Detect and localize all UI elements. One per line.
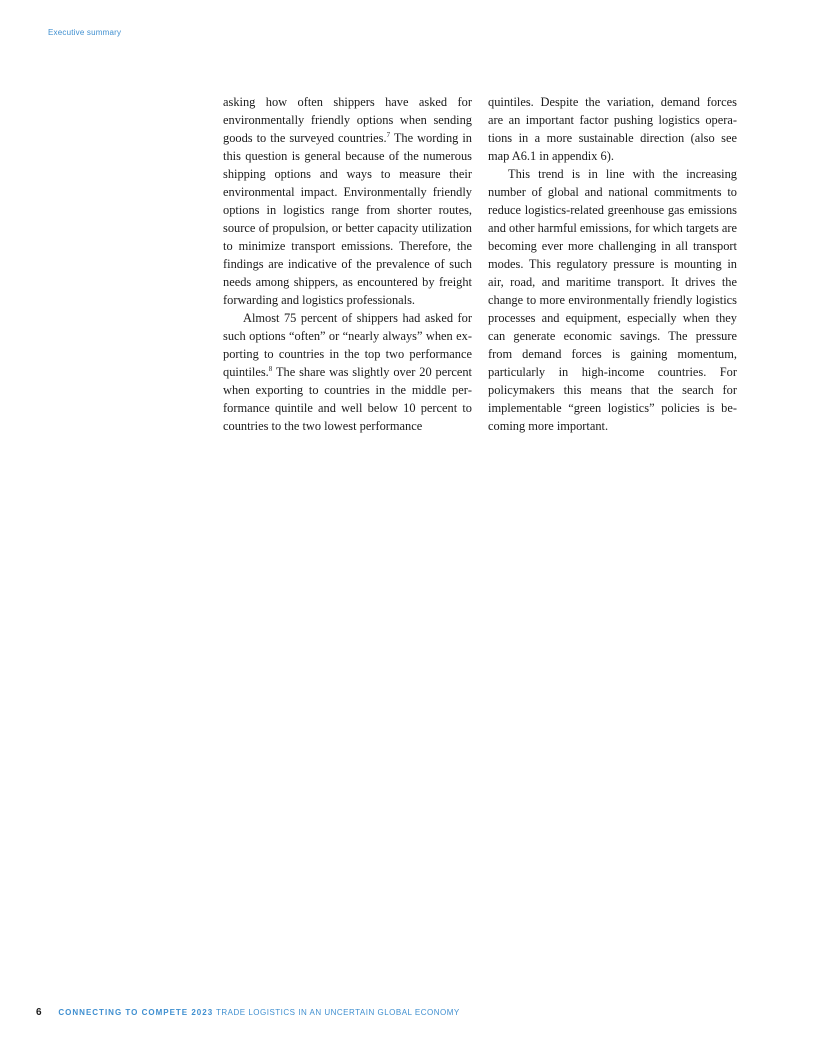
publication-title: CONNECTING TO COMPETE 2023 xyxy=(58,1008,214,1017)
page-number: 6 xyxy=(36,1007,42,1018)
footnote-ref[interactable]: 8 xyxy=(268,365,273,373)
paragraph-text: asking how often shippers have asked for environmentally friendly options when sending goods to the surveyed countries. xyxy=(223,95,472,145)
body-column-right xyxy=(488,93,737,435)
paragraph-text: The wording in this question is general because of the numerous shipping options and ways to measure their environmental impact. Environmentally friendly options in logistics range from shorter routes, source of propulsion, or better capacity utilization to minimize transport emissions. Therefore, the findings are indicative of the prevalence of such needs among shippers, as encountered by freight forwarding and logistics professionals. xyxy=(223,131,472,307)
page-footer xyxy=(36,1007,460,1018)
running-header: Executive summary xyxy=(48,28,122,37)
body-column-left xyxy=(223,93,472,435)
paragraph: quintiles. Despite the variation, demand forces are an important factor pushing logistics operations in a more sustainable direction (also see map A6.1 in appendix 6). xyxy=(488,95,737,163)
paragraph-text: Almost 75 percent of shippers had asked for such options “often” or “nearly always” when exporting to countries in the top two performance quintiles. xyxy=(223,311,472,379)
footnote-ref[interactable]: 7 xyxy=(386,131,391,139)
paragraph xyxy=(223,309,472,435)
paragraph xyxy=(223,93,472,309)
publication-subtitle: TRADE LOGISTICS IN AN UNCERTAIN GLOBAL ECONOMY xyxy=(215,1008,460,1017)
paragraph: This trend is in line with the increasing number of global and national commitments to reduce logistics-related greenhouse gas emissions and other harmful emissions, for which targets are becoming ever more challenging in all transport modes. This regulatory pressure is mounting in air, road, and maritime transport. It drives the change to more environmentally friendly logistics processes and equipment, especially when they can generate economic savings. The pressure from demand forces is gaining momentum, particularly in high-income countries. For policymakers this means that the search for implementable “green logistics” policies is becoming more important. xyxy=(488,167,737,433)
paragraph-text: The share was slightly over 20 percent when exporting to countries in the middle performance quintile and well below 10 percent to countries to the two lowest performance xyxy=(223,365,472,433)
